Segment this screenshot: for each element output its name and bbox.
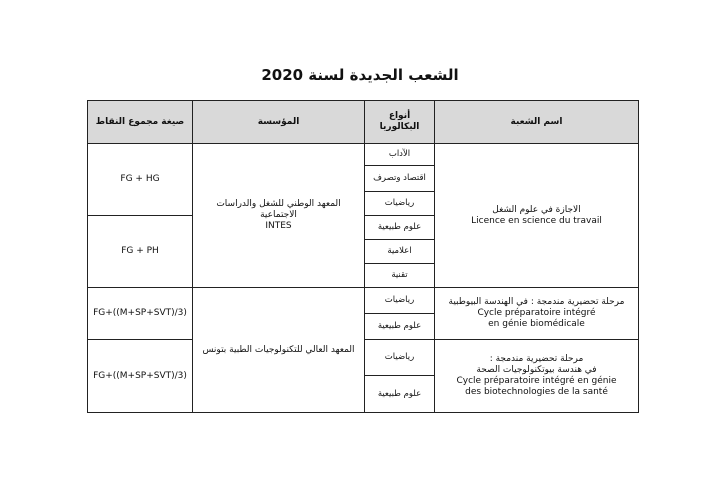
institution-code: INTES xyxy=(265,221,292,231)
institution-name-line-2: الاجتماعية xyxy=(260,210,297,220)
bac-type-cell: رياضيات xyxy=(365,340,435,376)
bac-type-cell: رياضيات xyxy=(365,288,435,314)
institution-cell xyxy=(193,144,365,288)
bac-type-cell: تقنية xyxy=(365,264,435,288)
header-row xyxy=(88,101,639,144)
branch-name-fr-line-1: Cycle préparatoire intégré en génie xyxy=(456,376,617,386)
table-row xyxy=(88,288,639,314)
formula-cell: FG+((M+SP+SVT)/3) xyxy=(88,340,193,413)
branch-cell xyxy=(435,144,639,288)
bac-type-cell: الآداب xyxy=(365,144,435,166)
branch-name-ar-line-1: مرحلة تحضيرية مندمجة : xyxy=(489,354,584,364)
table-row xyxy=(88,144,639,166)
bac-type-cell: علوم طبيعية xyxy=(365,216,435,240)
formula-cell: FG + HG xyxy=(88,144,193,216)
branch-name-fr-line-2: en génie biomédicale xyxy=(488,319,585,329)
branch-name-fr-line-2: des biotechnologies de la santé xyxy=(465,387,608,397)
bac-type-cell: اقتصاد وتصرف xyxy=(365,166,435,192)
branch-name-ar: الاجازة في علوم الشغل xyxy=(492,204,581,215)
institution-cell: المعهد العالي للتكنولوجيات الطبية بتونس xyxy=(193,288,365,413)
formula-cell: FG + PH xyxy=(88,216,193,288)
page-title: الشعب الجديدة لسنة 2020 xyxy=(261,66,459,84)
branch-name-ar: مرحلة تحضيرية مندمجة : في الهندسة البيوطبية xyxy=(448,297,625,307)
header-formula: صيغة مجموع النقاط xyxy=(88,101,193,144)
branch-cell xyxy=(435,288,639,340)
branch-name-ar-line-2: في هندسة بيوتكنولوجيات الصحة xyxy=(476,365,597,375)
header-bac-types: أنواع البكالوريا xyxy=(365,101,435,144)
bac-type-cell: اعلامية xyxy=(365,240,435,264)
branch-cell xyxy=(435,340,639,413)
header-institution: المؤسسة xyxy=(193,101,365,144)
formula-cell: FG+((M+SP+SVT)/3) xyxy=(88,288,193,340)
branch-name-fr-line-1: Cycle préparatoire intégré xyxy=(477,308,596,318)
branch-name-fr: Licence en science du travail xyxy=(471,215,602,226)
header-branch: اسم الشعبة xyxy=(435,101,639,144)
branches-table xyxy=(87,100,639,413)
institution-name-line-1: المعهد الوطني للشغل والدراسات xyxy=(216,199,341,209)
bac-type-cell: علوم طبيعية xyxy=(365,314,435,340)
bac-type-cell: علوم طبيعية xyxy=(365,376,435,413)
bac-type-cell: رياضيات xyxy=(365,192,435,216)
